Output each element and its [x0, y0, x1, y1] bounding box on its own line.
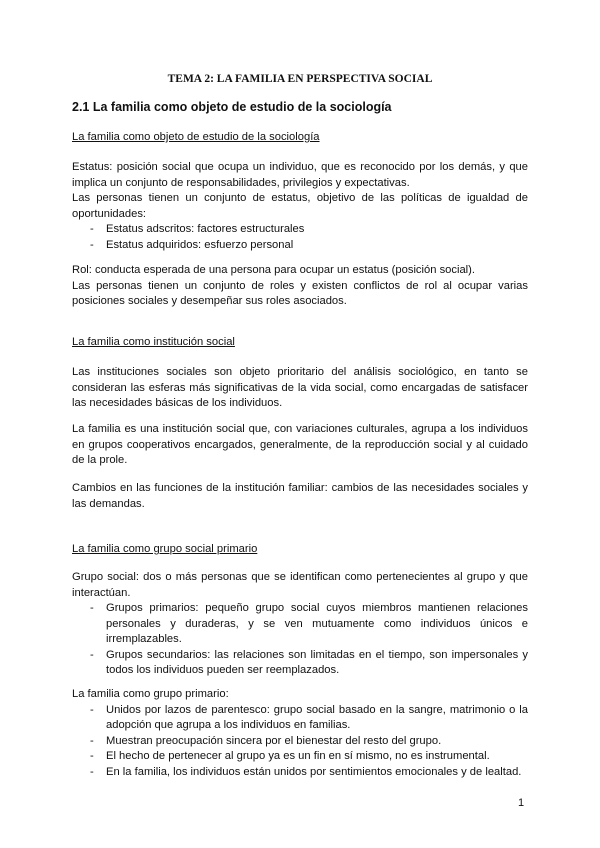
paragraph: Cambios en las funciones de la institución familiar: cambios de las necesidades sociales y las demandas. — [72, 482, 528, 510]
list-item: - Estatus adquiridos: esfuerzo personal — [72, 238, 528, 254]
institution-para-2 — [72, 422, 528, 469]
paragraph: Estatus: posición social que ocupa un individuo, que es reconocido por los demás, y que implica un conjunto de responsabilidades, privilegios y expectativas. — [72, 161, 528, 189]
paragraph: Las personas tienen un conjunto de roles y existen conflictos de rol al ocupar varias posiciones sociales y desempeñar sus roles asociados. — [72, 279, 528, 307]
list-item: - Grupos primarios: pequeño grupo social cuyos miembros mantienen relaciones personales y duraderas, y se ven mutuamente como individuos únicos e irremplazables. — [72, 601, 528, 648]
list-item: - Grupos secundarios: las relaciones son limitadas en el tiempo, son impersonales y todos los individuos pueden ser reemplazados. — [72, 648, 528, 679]
paragraph: Las instituciones sociales son objeto prioritario del análisis sociológico, en tanto se consideran las esferas más significativas de la vida social, como encargadas de satisfacer las necesidades básicas de los individuos. — [72, 366, 528, 409]
page-number: 1 — [518, 797, 525, 809]
section-institution — [72, 335, 528, 351]
primary-group-body — [72, 570, 528, 679]
subheading-primary-group: La familia como grupo social primario — [72, 543, 258, 555]
paragraph: Grupo social: dos o más personas que se identifican como pertenecientes al grupo y que interactúan. — [72, 571, 528, 599]
paragraph: La familia como grupo primario: — [72, 688, 229, 700]
document-title: TEMA 2: LA FAMILIA EN PERSPECTIVA SOCIAL — [167, 73, 433, 85]
status-list — [72, 222, 528, 253]
list-item: - El hecho de pertenecer al grupo ya es un fin en sí mismo, no es instrumental. — [72, 749, 528, 765]
list-item: - Unidos por lazos de parentesco: grupo social basado en la sangre, matrimonio o la adopción que agrupa a los individuos en familias. — [72, 703, 528, 734]
paragraph: Rol: conducta esperada de una persona para ocupar un estatus (posición social). — [72, 264, 476, 276]
list-item: - Estatus adscritos: factores estructurales — [72, 222, 528, 238]
subheading-institution: La familia como institución social — [72, 336, 235, 348]
family-traits-list — [72, 703, 528, 781]
family-primary-group-body — [72, 687, 528, 780]
section-study-object — [72, 130, 528, 146]
list-item: - Muestran preocupación sincera por el bienestar del resto del grupo. — [72, 734, 528, 750]
list-item: - En la familia, los individuos están unidos por sentimientos emocionales y de lealtad. — [72, 765, 528, 781]
institution-para-1 — [72, 365, 528, 412]
subheading-study-object: La familia como objeto de estudio de la sociología — [72, 131, 320, 143]
institution-para-3 — [72, 481, 528, 512]
paragraph: La familia es una institución social que, con variaciones culturales, agrupa a los individuos en grupos cooperativos encargados, generalmente, de la reproducción social y al cuidado de la prole. — [72, 423, 528, 466]
section-primary-group — [72, 542, 528, 558]
section-roles-body — [72, 263, 528, 310]
paragraph: Las personas tienen un conjunto de estatus, objetivo de las políticas de igualdad de oportunidades: — [72, 192, 528, 220]
section-heading: 2.1 La familia como objeto de estudio de la sociología — [72, 100, 392, 114]
section-study-object-body — [72, 160, 528, 253]
group-types-list — [72, 601, 528, 679]
